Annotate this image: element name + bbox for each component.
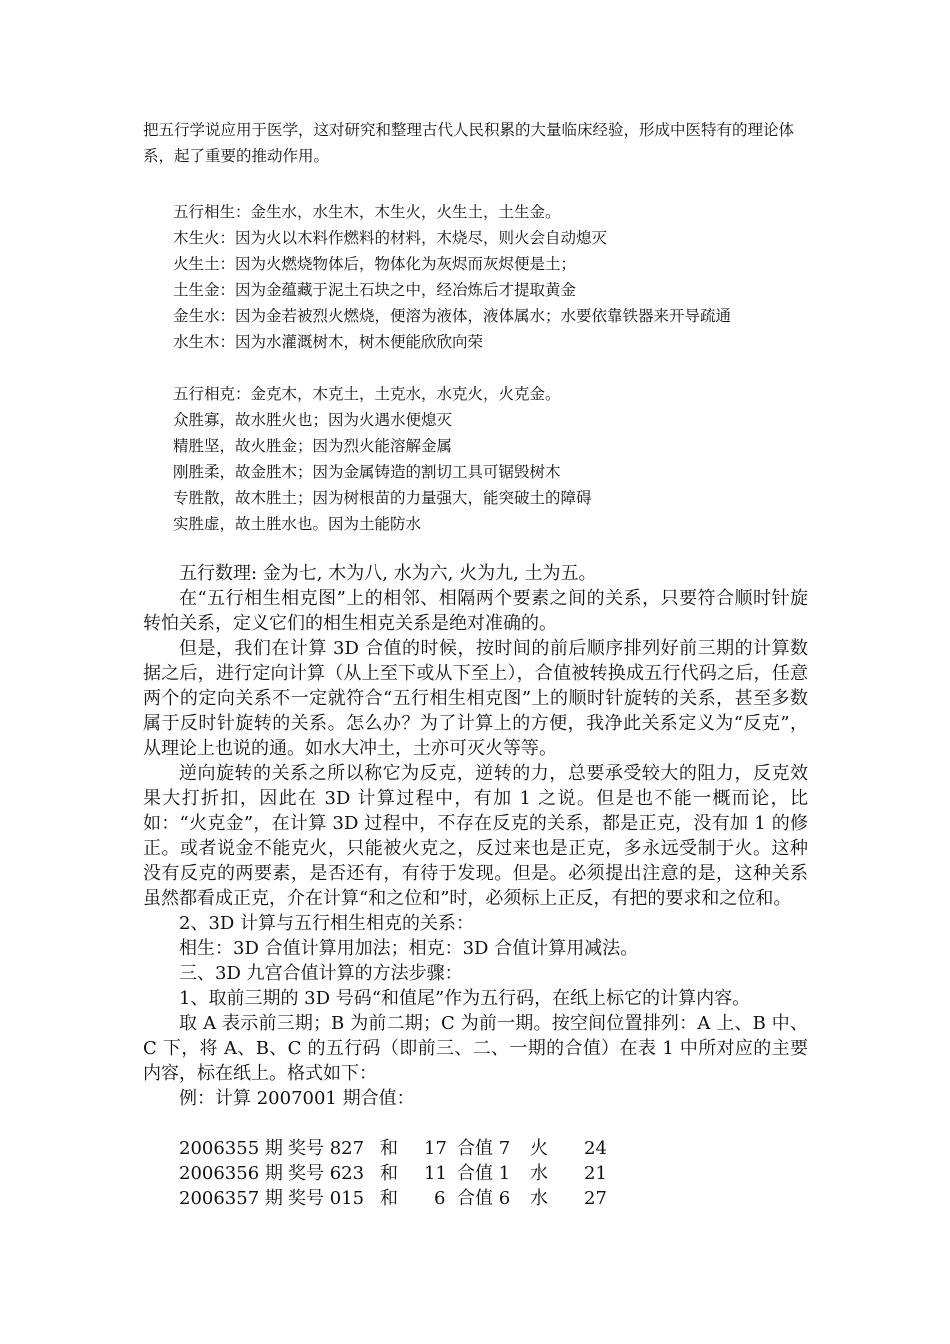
row-sum: 11 bbox=[424, 1163, 447, 1184]
paragraph-relation: 在“五行相生相克图”上的相邻、相隔两个要素之间的关系，只要符合顺时针旋转怕关系，定义它们的相生相克关系是绝对准确的。 bbox=[143, 588, 808, 634]
row-sum: 17 bbox=[424, 1138, 447, 1159]
row-prize: 奖号 015 bbox=[288, 1188, 365, 1209]
row-he-label: 和 bbox=[380, 1138, 398, 1159]
sheng-line: 木生火：因为火以木料作燃料的材料，木烧尽，则火会自动熄灭 bbox=[173, 229, 608, 247]
row-element: 水 bbox=[530, 1188, 548, 1209]
ke-line: 专胜散，故木胜土；因为树根苗的力量强大，能突破土的障碍 bbox=[173, 489, 592, 507]
row-period: 2006357 期 bbox=[179, 1188, 283, 1209]
paragraph-calculation: 但是，我们在计算 3D 合值的时候，按时间的前后顺序排列好前三期的计算数据之后，进行定向计算（从上至下或从下至上），合值被转换成五行代码之后，任意两个的定向关系不一定就符合“五行相生相克图”上的顺时针旋转的关系，甚至多数属于反时针旋转的关系。怎么办？为了计算上的方便，我净此关系定义为“反克”，从理论上也说的通。如水大冲土，土亦可灭火等等。 bbox=[143, 638, 808, 759]
ke-line: 刚胜柔，故金胜木；因为金属铸造的割切工具可锯毁树木 bbox=[173, 463, 561, 481]
paragraph-abc: 取 A 表示前三期；B 为前二期；C 为前一期。按空间位置排列：A 上、B 中、C 下，将 A、B、C 的五行码（即前三、二、一期的合值）在表 1 中所对应的主要内容，标在纸上。格式如下： bbox=[143, 1013, 808, 1084]
paragraph-shuli: 五行数理: 金为七, 木为八, 水为六, 火为九, 土为五。 bbox=[179, 563, 597, 584]
heading-3d-relation: 2、3D 计算与五行相生相克的关系： bbox=[179, 913, 475, 934]
sheng-line: 金生水：因为金若被烈火燃烧，便溶为液体，液体属水；水要依靠铁器来开导疏通 bbox=[173, 307, 732, 325]
row-prize: 奖号 623 bbox=[288, 1163, 365, 1184]
paragraph-reverse: 逆向旋转的关系之所以称它为反克，逆转的力，总要承受较大的阻力，反克效果大打折扣，因此在 3D 计算过程中，有加 1 之说。但是也不能一概而论，比如：“火克金”，在计算 3D 过程中，不存在反克的关系，都是正克，没有加 1 的修正。或者说金不能克火，只能被火克之，反过来也是正克，多永远受制于火。这种没有反克的两要素，是否还有，有待于发现。但是。必须提出注意的是，这种关系虽然都看成正克，介在计算“和之位和”时，必须标上正反，有把的要求和之位和。 bbox=[143, 763, 808, 909]
sheng-line: 水生木：因为水灌溉树木，树木便能欣欣向荣 bbox=[173, 333, 484, 351]
row-period: 2006355 期 bbox=[179, 1138, 283, 1159]
row-period: 2006356 期 bbox=[179, 1163, 283, 1184]
paragraph-add-subtract: 相生：3D 合值计算用加法；相克：3D 合值计算用减法。 bbox=[179, 938, 639, 959]
row-value: 合值 6 bbox=[457, 1188, 511, 1209]
row-value: 合值 1 bbox=[457, 1163, 511, 1184]
heading-steps: 三、3D 九宫合值计算的方法步骤： bbox=[179, 963, 463, 984]
row-value: 合值 7 bbox=[457, 1138, 511, 1159]
row-sum: 6 bbox=[434, 1188, 446, 1209]
ke-section bbox=[143, 381, 808, 537]
row-num: 24 bbox=[584, 1138, 607, 1159]
row-num: 27 bbox=[584, 1188, 607, 1209]
row-prize: 奖号 827 bbox=[288, 1138, 365, 1159]
ke-line: 精胜坚，故火胜金；因为烈火能溶解金属 bbox=[173, 437, 453, 455]
ke-line: 五行相克：金克木，木克土，土克水，水克火，火克金。 bbox=[173, 385, 561, 403]
row-num: 21 bbox=[584, 1163, 607, 1184]
row-he-label: 和 bbox=[380, 1188, 398, 1209]
paragraph-step-1: 1、取前三期的 3D 号码“和值尾”作为五行码，在纸上标它的计算内容。 bbox=[179, 988, 751, 1009]
ke-line: 实胜虚，故土胜水也。因为土能防水 bbox=[173, 515, 422, 533]
intro-paragraph bbox=[143, 117, 808, 169]
sheng-line: 土生金：因为金蕴藏于泥土石块之中，经冶炼后才提取黄金 bbox=[173, 281, 577, 299]
sheng-line: 火生土：因为火燃烧物体后，物体化为灰烬而灰烬便是土； bbox=[173, 255, 577, 273]
row-he-label: 和 bbox=[380, 1163, 398, 1184]
sheng-line: 五行相生：金生水，水生木，木生火，火生土，土生金。 bbox=[173, 203, 561, 221]
row-element: 水 bbox=[530, 1163, 548, 1184]
paragraph-example: 例：计算 2007001 期合值： bbox=[179, 1088, 415, 1109]
sheng-section bbox=[143, 199, 808, 355]
main-body bbox=[143, 561, 808, 1111]
ke-line: 众胜寡，故水胜火也；因为火遇水便熄灭 bbox=[173, 411, 453, 429]
row-element: 火 bbox=[530, 1138, 548, 1159]
intro-text: 把五行学说应用于医学，这对研究和整理古代人民积累的大量临床经验，形成中医特有的理论体系，起了重要的推动作用。 bbox=[143, 121, 795, 165]
